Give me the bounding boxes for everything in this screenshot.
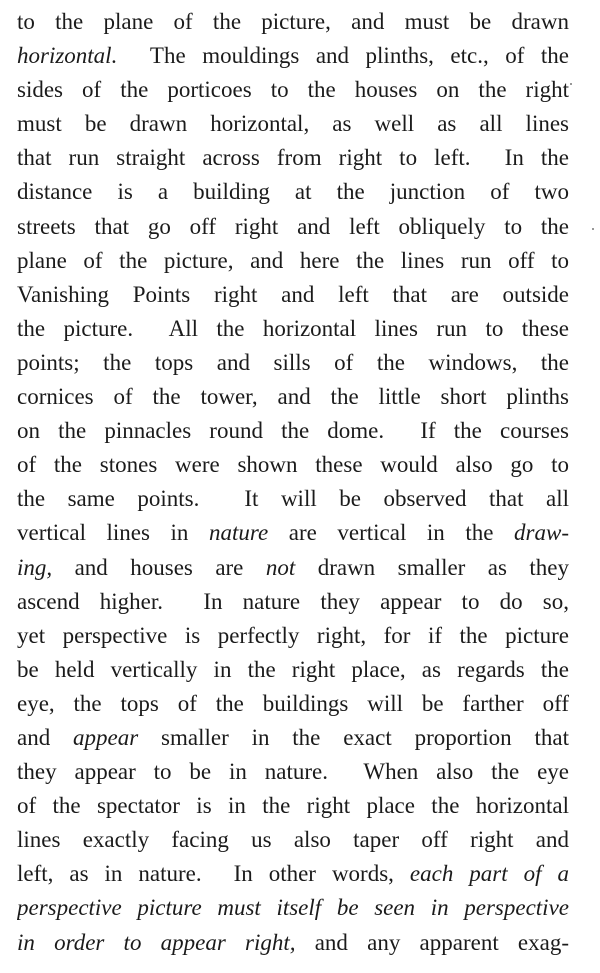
- text-line: [17, 516, 569, 550]
- text-segment: sides of the porticoes to the houses on the right: [17, 77, 569, 103]
- text-segment: they appear to be in nature. When also the eye: [17, 759, 569, 785]
- text-segment: points; the tops and sills of the windows, the: [17, 349, 569, 375]
- text-segment: on the pinnacles round the dome. If the courses: [17, 418, 569, 444]
- text-line: [17, 107, 569, 141]
- text-segment: the picture. All the horizontal lines run to these: [17, 315, 569, 341]
- italic-text: in order to appear right,: [17, 929, 296, 955]
- text-segment: plane of the picture, and here the lines run off to: [17, 247, 569, 273]
- text-line: [17, 891, 569, 925]
- text-segment: The mouldings and plinths, etc., of the: [117, 43, 569, 69]
- text-segment: be held vertically in the right place, as regards the: [17, 656, 569, 682]
- book-page: [17, 5, 569, 968]
- text-line: [17, 687, 569, 721]
- text-line: [17, 346, 569, 380]
- text-segment: eye, the tops of the buildings will be farther off: [17, 690, 569, 716]
- text-segment: smaller in the exact proportion that: [138, 724, 569, 750]
- italic-text: each part of a: [409, 861, 569, 887]
- text-segment: cornices of the tower, and the little short plinths: [17, 384, 569, 410]
- text-segment: drawn smaller as they: [295, 554, 569, 580]
- italic-text: appear: [73, 724, 139, 750]
- text-segment: of the spectator is in the right place the horizontal: [17, 793, 569, 819]
- italic-text: horizontal.: [17, 43, 118, 69]
- text-line: [17, 551, 569, 585]
- text-segment: distance is a building at the junction of two: [17, 179, 569, 205]
- italic-text: not: [265, 554, 296, 580]
- italic-text: perspective picture must itself be seen in perspective: [17, 895, 569, 921]
- text-line: [17, 585, 569, 619]
- text-segment: are vertical in the: [268, 520, 515, 546]
- italic-text: draw-: [514, 520, 569, 546]
- text-line: [17, 653, 569, 687]
- text-line: [17, 5, 569, 39]
- stray-mark: [570, 83, 572, 85]
- text-line: [17, 39, 569, 73]
- text-line: [17, 414, 569, 448]
- italic-text: ing,: [17, 554, 53, 580]
- stray-mark: [592, 228, 594, 230]
- text-line: [17, 448, 569, 482]
- text-line: [17, 857, 569, 891]
- text-segment: ascend higher. In nature they appear to do so,: [17, 588, 569, 614]
- text-line: [17, 312, 569, 346]
- text-line: [17, 823, 569, 857]
- text-line: [17, 141, 569, 175]
- text-segment: vertical lines in: [17, 520, 209, 546]
- text-segment: streets that go off right and left obliquely to the: [17, 213, 569, 239]
- text-segment: lines exactly facing us also taper off right and: [17, 827, 569, 853]
- text-segment: Vanishing Points right and left that are outside: [17, 281, 569, 307]
- text-line: [17, 789, 569, 823]
- text-segment: to the plane of the picture, and must be drawn: [17, 9, 569, 34]
- text-segment: the same points. It will be observed that all: [17, 486, 569, 512]
- text-segment: and any apparent exag-: [295, 929, 569, 955]
- text-line: [17, 926, 569, 960]
- text-line: [17, 175, 569, 209]
- text-segment: must be drawn horizontal, as well as all lines: [17, 111, 569, 137]
- text-segment: that run straight across from right to left. In the: [17, 145, 569, 171]
- text-line: [17, 619, 569, 653]
- text-line: [17, 482, 569, 516]
- text-segment: left, as in nature. In other words,: [17, 861, 410, 887]
- text-segment: and houses are: [52, 554, 266, 580]
- text-segment: of the stones were shown these would also go to: [17, 452, 569, 478]
- text-body: [17, 5, 569, 960]
- text-segment: yet perspective is perfectly right, for if the picture: [17, 622, 569, 648]
- text-line: [17, 210, 569, 244]
- text-line: [17, 278, 569, 312]
- italic-text: nature: [208, 520, 269, 546]
- text-line: [17, 380, 569, 414]
- text-line: [17, 73, 569, 107]
- text-line: [17, 721, 569, 755]
- text-segment: and: [17, 724, 74, 750]
- text-line: [17, 755, 569, 789]
- text-line: [17, 244, 569, 278]
